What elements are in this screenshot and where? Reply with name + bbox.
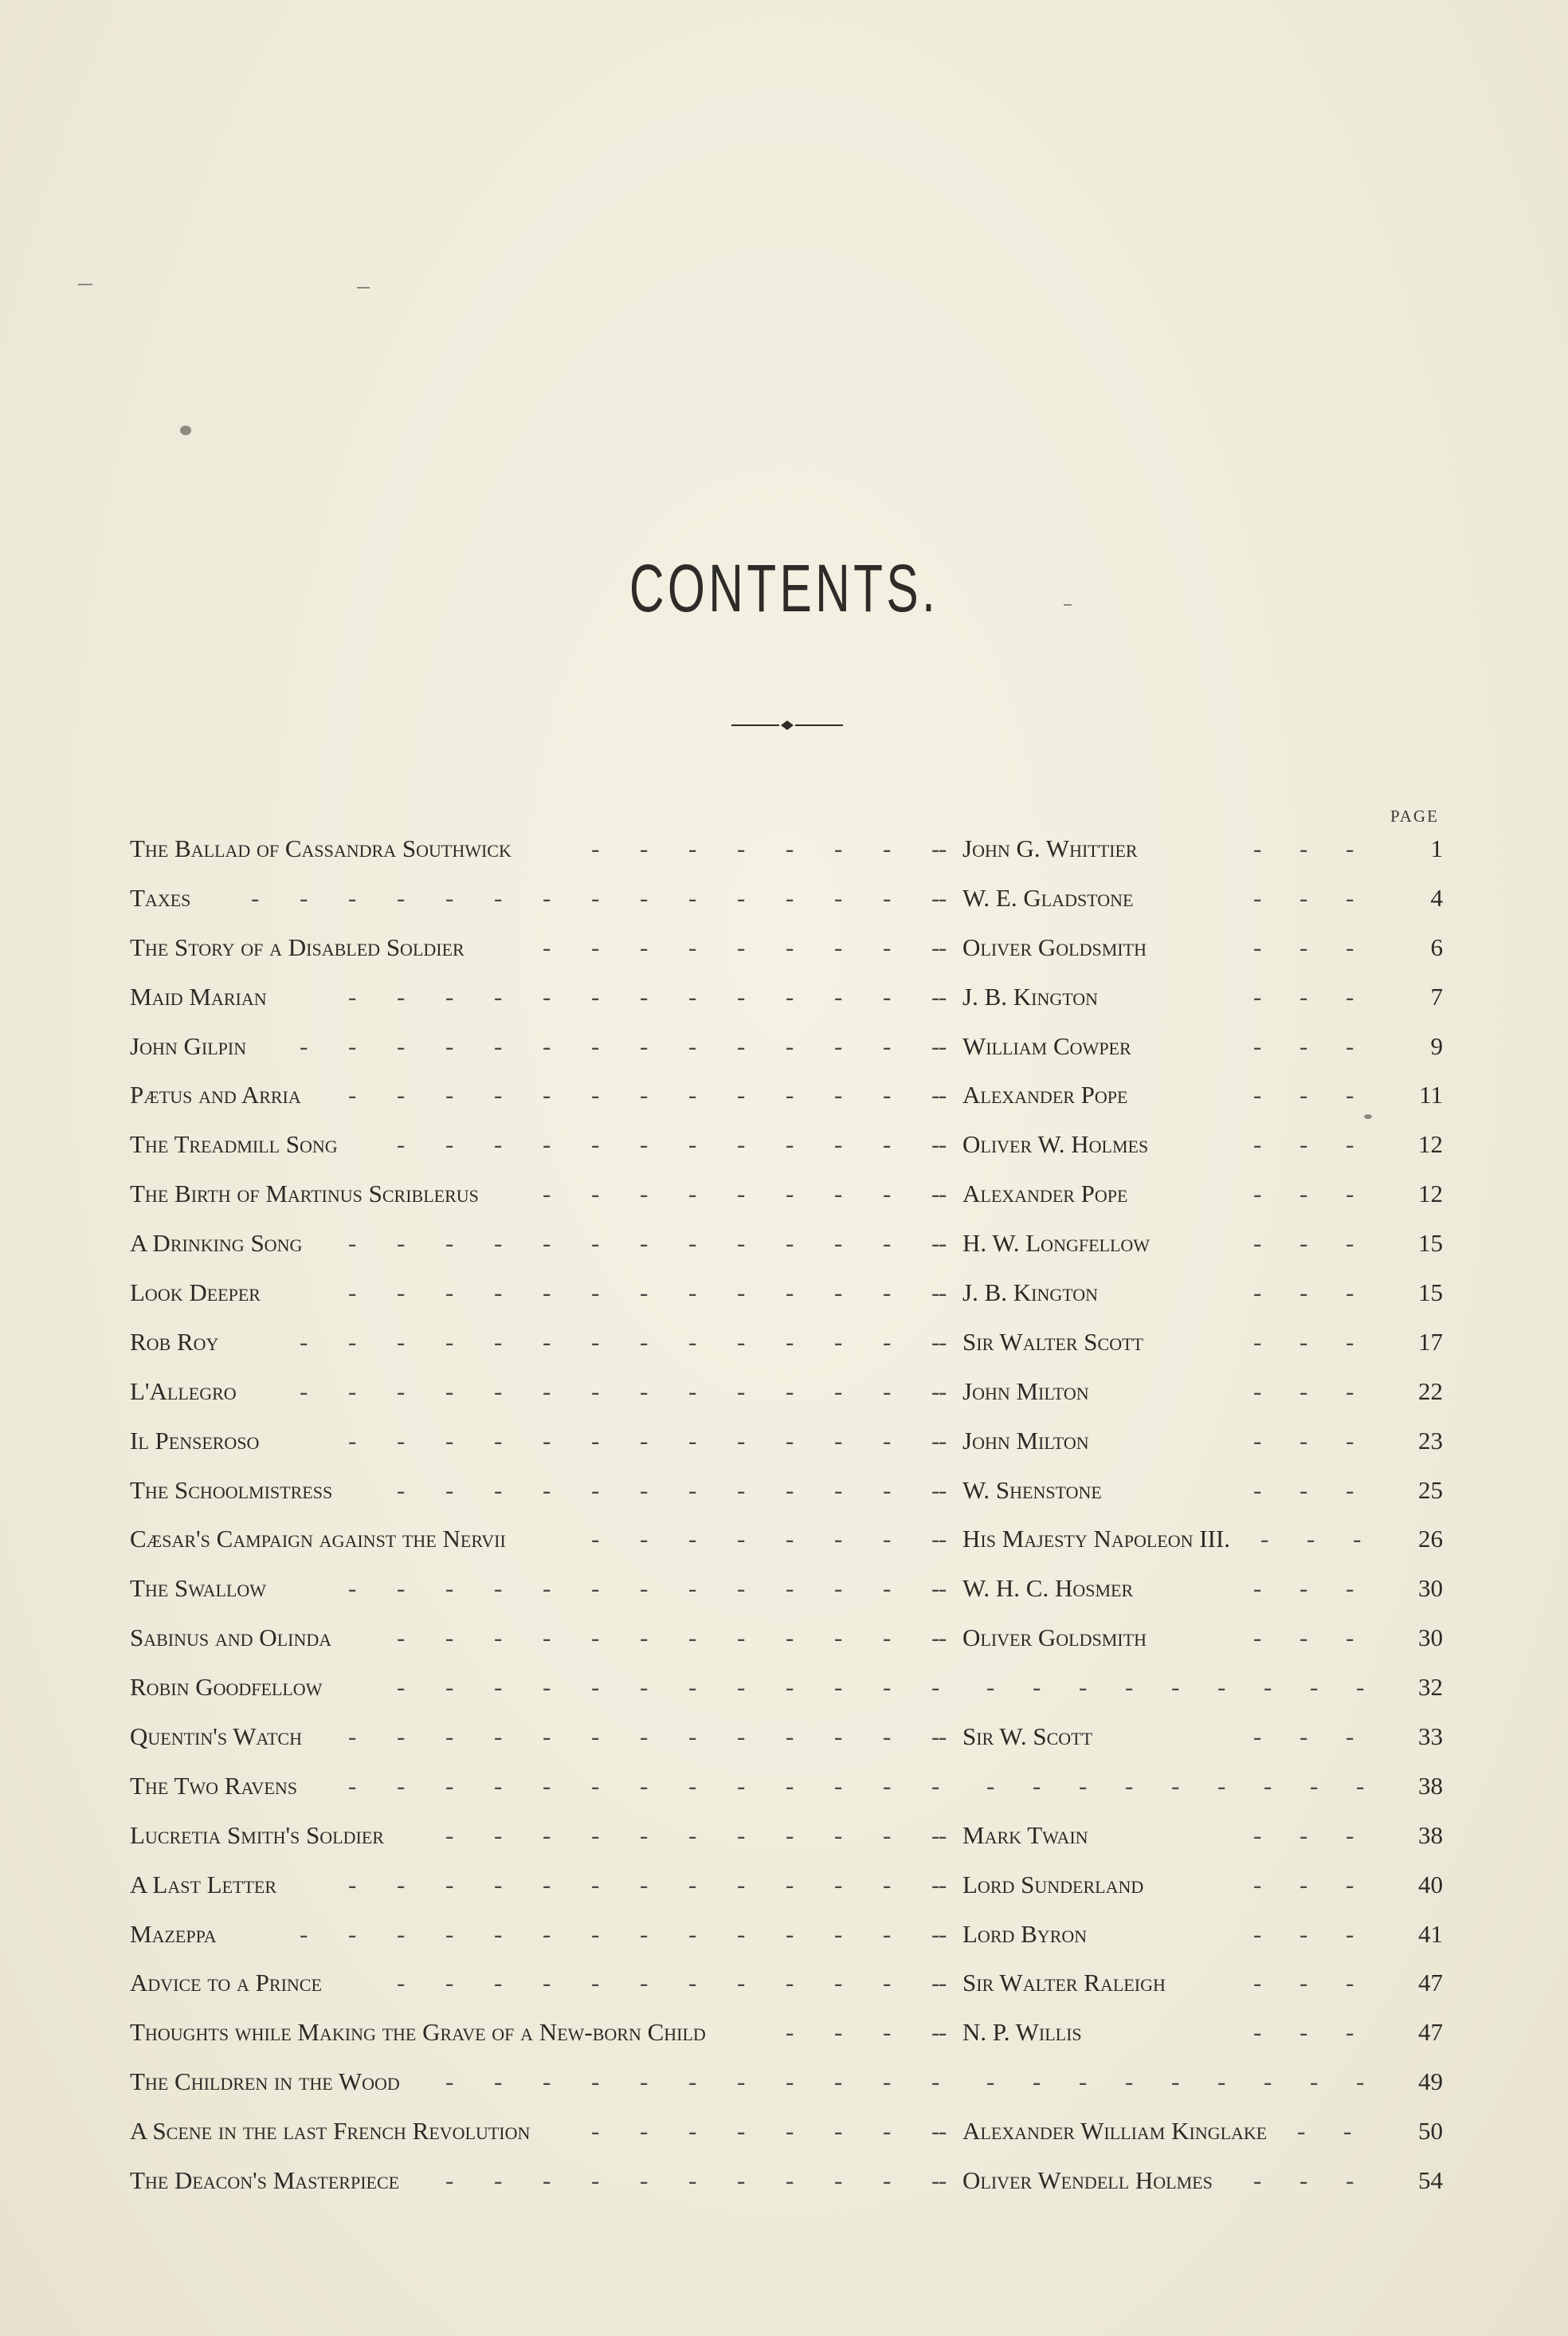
entry-author: W. Shenstone <box>962 1475 1102 1504</box>
entry-page-number: 22 <box>1418 1376 1443 1405</box>
ink-speck <box>180 426 191 435</box>
entry-title: Robin Goodfellow <box>130 1673 323 1702</box>
ink-speck <box>78 284 92 285</box>
entry-title: The Birth of Martinus Scriblerus <box>130 1180 479 1208</box>
entry-title: Mazeppa <box>130 1919 217 1948</box>
entry-title: Rob Roy <box>130 1327 219 1356</box>
contents-entry: Sabinus and Olinda - - - - - - - - - - - - - Oliver Goldsmith - - - 30 <box>130 1623 1443 1652</box>
contents-entry: Quentin's Watch - - - - - - - - - - - - - - Sir W. Scott - - - 33 <box>130 1722 1443 1751</box>
entry-author: Alexander Pope <box>962 1180 1128 1208</box>
entry-page-number: 30 <box>1418 1574 1443 1603</box>
entry-title: The Swallow <box>130 1574 266 1603</box>
entry-page-number: 47 <box>1418 1969 1443 1997</box>
entry-author: Oliver Goldsmith <box>962 932 1147 961</box>
entry-author: Alexander Pope <box>962 1081 1128 1109</box>
entry-author: Oliver Goldsmith <box>962 1623 1147 1652</box>
contents-list <box>130 834 1445 2216</box>
entry-page-number: 33 <box>1418 1722 1443 1751</box>
page-column-label: PAGE <box>1390 807 1439 826</box>
entry-author: Sir W. Scott <box>962 1722 1093 1751</box>
contents-entry: Il Penseroso - - - - - - - - - - - - - - John Milton - - - 23 <box>130 1426 1443 1455</box>
entry-page-number: 47 <box>1418 2018 1443 2047</box>
entry-author: Mark Twain <box>962 1820 1088 1849</box>
entry-page-number: 54 <box>1418 2166 1443 2195</box>
entry-page-number: 40 <box>1418 1870 1443 1898</box>
entry-page-number: 6 <box>1430 932 1443 961</box>
entry-title: The Treadmill Song <box>130 1130 338 1159</box>
entry-title: The Schoolmistress <box>130 1475 333 1504</box>
entry-page-number: 26 <box>1418 1525 1443 1553</box>
ink-speck <box>357 287 370 289</box>
entry-author: His Majesty Napoleon III. <box>962 1525 1230 1553</box>
contents-entry: The Children in the Wood - - - - - - - - - - - - - - - - - - - - 49 <box>130 2067 1443 2096</box>
contents-entry: The Swallow - - - - - - - - - - - - - - W. H. C. Hosmer - - - 30 <box>130 1574 1443 1603</box>
page-title: CONTENTS. <box>629 551 939 626</box>
entry-title: A Scene in the last French Revolution <box>130 2117 531 2146</box>
contents-entry: A Last Letter - - - - - - - - - - - - - - Lord Sunderland - - - 40 <box>130 1870 1443 1898</box>
entry-title: The Story of a Disabled Soldier <box>130 932 465 961</box>
entry-title: Pætus and Arria <box>130 1081 301 1109</box>
contents-entry: Advice to a Prince - - - - - - - - - - - - - Sir Walter Raleigh - - - 47 <box>130 1969 1443 1997</box>
entry-page-number: 50 <box>1418 2117 1443 2146</box>
contents-entry: A Drinking Song - - - - - - - - - - - - - - H. W. Longfellow - - - 15 <box>130 1229 1443 1258</box>
entry-title: The Two Ravens <box>130 1771 297 1800</box>
contents-entry: The Schoolmistress - - - - - - - - - - - - - W. Shenstone - - - 25 <box>130 1475 1443 1504</box>
entry-title: Thoughts while Making the Grave of a New-born Child <box>130 2018 706 2047</box>
entry-author: J. B. Kington <box>962 982 1099 1011</box>
entry-title: Look Deeper <box>130 1278 261 1307</box>
contents-entry: Pætus and Arria - - - - - - - - - - - - - - Alexander Pope - - - 11 <box>130 1081 1443 1109</box>
contents-entry: Thoughts while Making the Grave of a New-born Child - - - - - N. P. Willis - - - 47 <box>130 2018 1443 2047</box>
entry-page-number: 32 <box>1418 1673 1443 1702</box>
entry-title: A Last Letter <box>130 1870 277 1898</box>
entry-title: Cæsar's Campaign against the Nervii <box>130 1525 506 1553</box>
entry-author: J. B. Kington <box>962 1278 1099 1307</box>
divider-ornament-icon <box>731 716 843 735</box>
entry-author: W. E. Gladstone <box>962 883 1134 912</box>
contents-entry: The Ballad of Cassandra Southwick - - - - - - - - - John G. Whittier - - - 1 <box>130 834 1443 862</box>
entry-author: John Milton <box>962 1426 1089 1455</box>
entry-title: L'Allegro <box>130 1376 237 1405</box>
entry-author: N. P. Willis <box>962 2018 1082 2047</box>
contents-entry: Robin Goodfellow - - - - - - - - - - - - - - - - - - - - - 32 <box>130 1673 1443 1702</box>
entry-page-number: 17 <box>1418 1327 1443 1356</box>
contents-entry: Look Deeper - - - - - - - - - - - - - - J. B. Kington - - - 15 <box>130 1278 1443 1307</box>
entry-title: Taxes <box>130 883 191 912</box>
entry-title: The Children in the Wood <box>130 2067 400 2096</box>
entry-page-number: 41 <box>1418 1919 1443 1948</box>
entry-title: Il Penseroso <box>130 1426 260 1455</box>
entry-page-number: 49 <box>1418 2067 1443 2096</box>
entry-page-number: 25 <box>1418 1475 1443 1504</box>
entry-title: Lucretia Smith's Soldier <box>130 1820 384 1849</box>
entry-author: Sir Walter Raleigh <box>962 1969 1166 1997</box>
entry-author: John G. Whittier <box>962 834 1138 862</box>
entry-title: The Deacon's Masterpiece <box>130 2166 400 2195</box>
contents-entry: Cæsar's Campaign against the Nervii - - - - - - - - - His Majesty Napoleon III. - - - 26 <box>130 1525 1443 1553</box>
entry-author: W. H. C. Hosmer <box>962 1574 1134 1603</box>
entry-page-number: 9 <box>1430 1031 1443 1060</box>
entry-author: Sir Walter Scott <box>962 1327 1143 1356</box>
entry-page-number: 38 <box>1418 1820 1443 1849</box>
entry-page-number: 12 <box>1418 1130 1443 1159</box>
entry-page-number: 30 <box>1418 1623 1443 1652</box>
contents-entry: Lucretia Smith's Soldier - - - - - - - - - - - - Mark Twain - - - 38 <box>130 1820 1443 1849</box>
contents-entry: The Birth of Martinus Scriblerus - - - - - - - - - - Alexander Pope - - - 12 <box>130 1180 1443 1208</box>
contents-entry: Taxes - - - - - - - - - - - - - - - - W. E. Gladstone - - - 4 <box>130 883 1443 912</box>
entry-title: Maid Marian <box>130 982 267 1011</box>
entry-page-number: 15 <box>1418 1278 1443 1307</box>
contents-entry: The Deacon's Masterpiece - - - - - - - - - - - - Oliver Wendell Holmes - - - 54 <box>130 2166 1443 2195</box>
entry-author: Lord Sunderland <box>962 1870 1144 1898</box>
entry-title: John Gilpin <box>130 1031 247 1060</box>
entry-title: Sabinus and Olinda <box>130 1623 332 1652</box>
entry-title: The Ballad of Cassandra Southwick <box>130 834 512 862</box>
contents-entry: The Treadmill Song - - - - - - - - - - - - - Oliver W. Holmes - - - 12 <box>130 1130 1443 1159</box>
contents-entry: Mazeppa - - - - - - - - - - - - - - - Lord Byron - - - 41 <box>130 1919 1443 1948</box>
entry-page-number: 15 <box>1418 1229 1443 1258</box>
entry-page-number: 12 <box>1418 1180 1443 1208</box>
entry-author: William Cowper <box>962 1031 1131 1060</box>
entry-title: A Drinking Song <box>130 1229 303 1258</box>
entry-title: Quentin's Watch <box>130 1722 302 1751</box>
entry-page-number: 23 <box>1418 1426 1443 1455</box>
entry-author: Alexander William Kinglake <box>962 2117 1268 2146</box>
entry-page-number: 1 <box>1430 834 1443 862</box>
contents-entry: John Gilpin - - - - - - - - - - - - - - - William Cowper - - - 9 <box>130 1031 1443 1060</box>
entry-author: Lord Byron <box>962 1919 1088 1948</box>
entry-title: Advice to a Prince <box>130 1969 322 1997</box>
entry-page-number: 38 <box>1418 1771 1443 1800</box>
contents-entry: L'Allegro - - - - - - - - - - - - - - - John Milton - - - 22 <box>130 1376 1443 1405</box>
entry-page-number: 11 <box>1419 1081 1443 1109</box>
entry-author: Oliver Wendell Holmes <box>962 2166 1213 2195</box>
entry-page-number: 7 <box>1430 982 1443 1011</box>
contents-entry: Maid Marian - - - - - - - - - - - - - - J. B. Kington - - - 7 <box>130 982 1443 1011</box>
contents-entry: A Scene in the last French Revolution - - - - - - - - - Alexander William Kinglake - - 50 <box>130 2117 1443 2146</box>
contents-entry: The Story of a Disabled Soldier - - - - - - - - - - Oliver Goldsmith - - - 6 <box>130 932 1443 961</box>
contents-entry: The Two Ravens - - - - - - - - - - - - - - - - - - - - - - 38 <box>130 1771 1443 1800</box>
entry-author: H. W. Longfellow <box>962 1229 1151 1258</box>
entry-author: John Milton <box>962 1376 1089 1405</box>
contents-entry: Rob Roy - - - - - - - - - - - - - - - Sir Walter Scott - - - 17 <box>130 1327 1443 1356</box>
entry-author: Oliver W. Holmes <box>962 1130 1149 1159</box>
entry-page-number: 4 <box>1430 883 1443 912</box>
